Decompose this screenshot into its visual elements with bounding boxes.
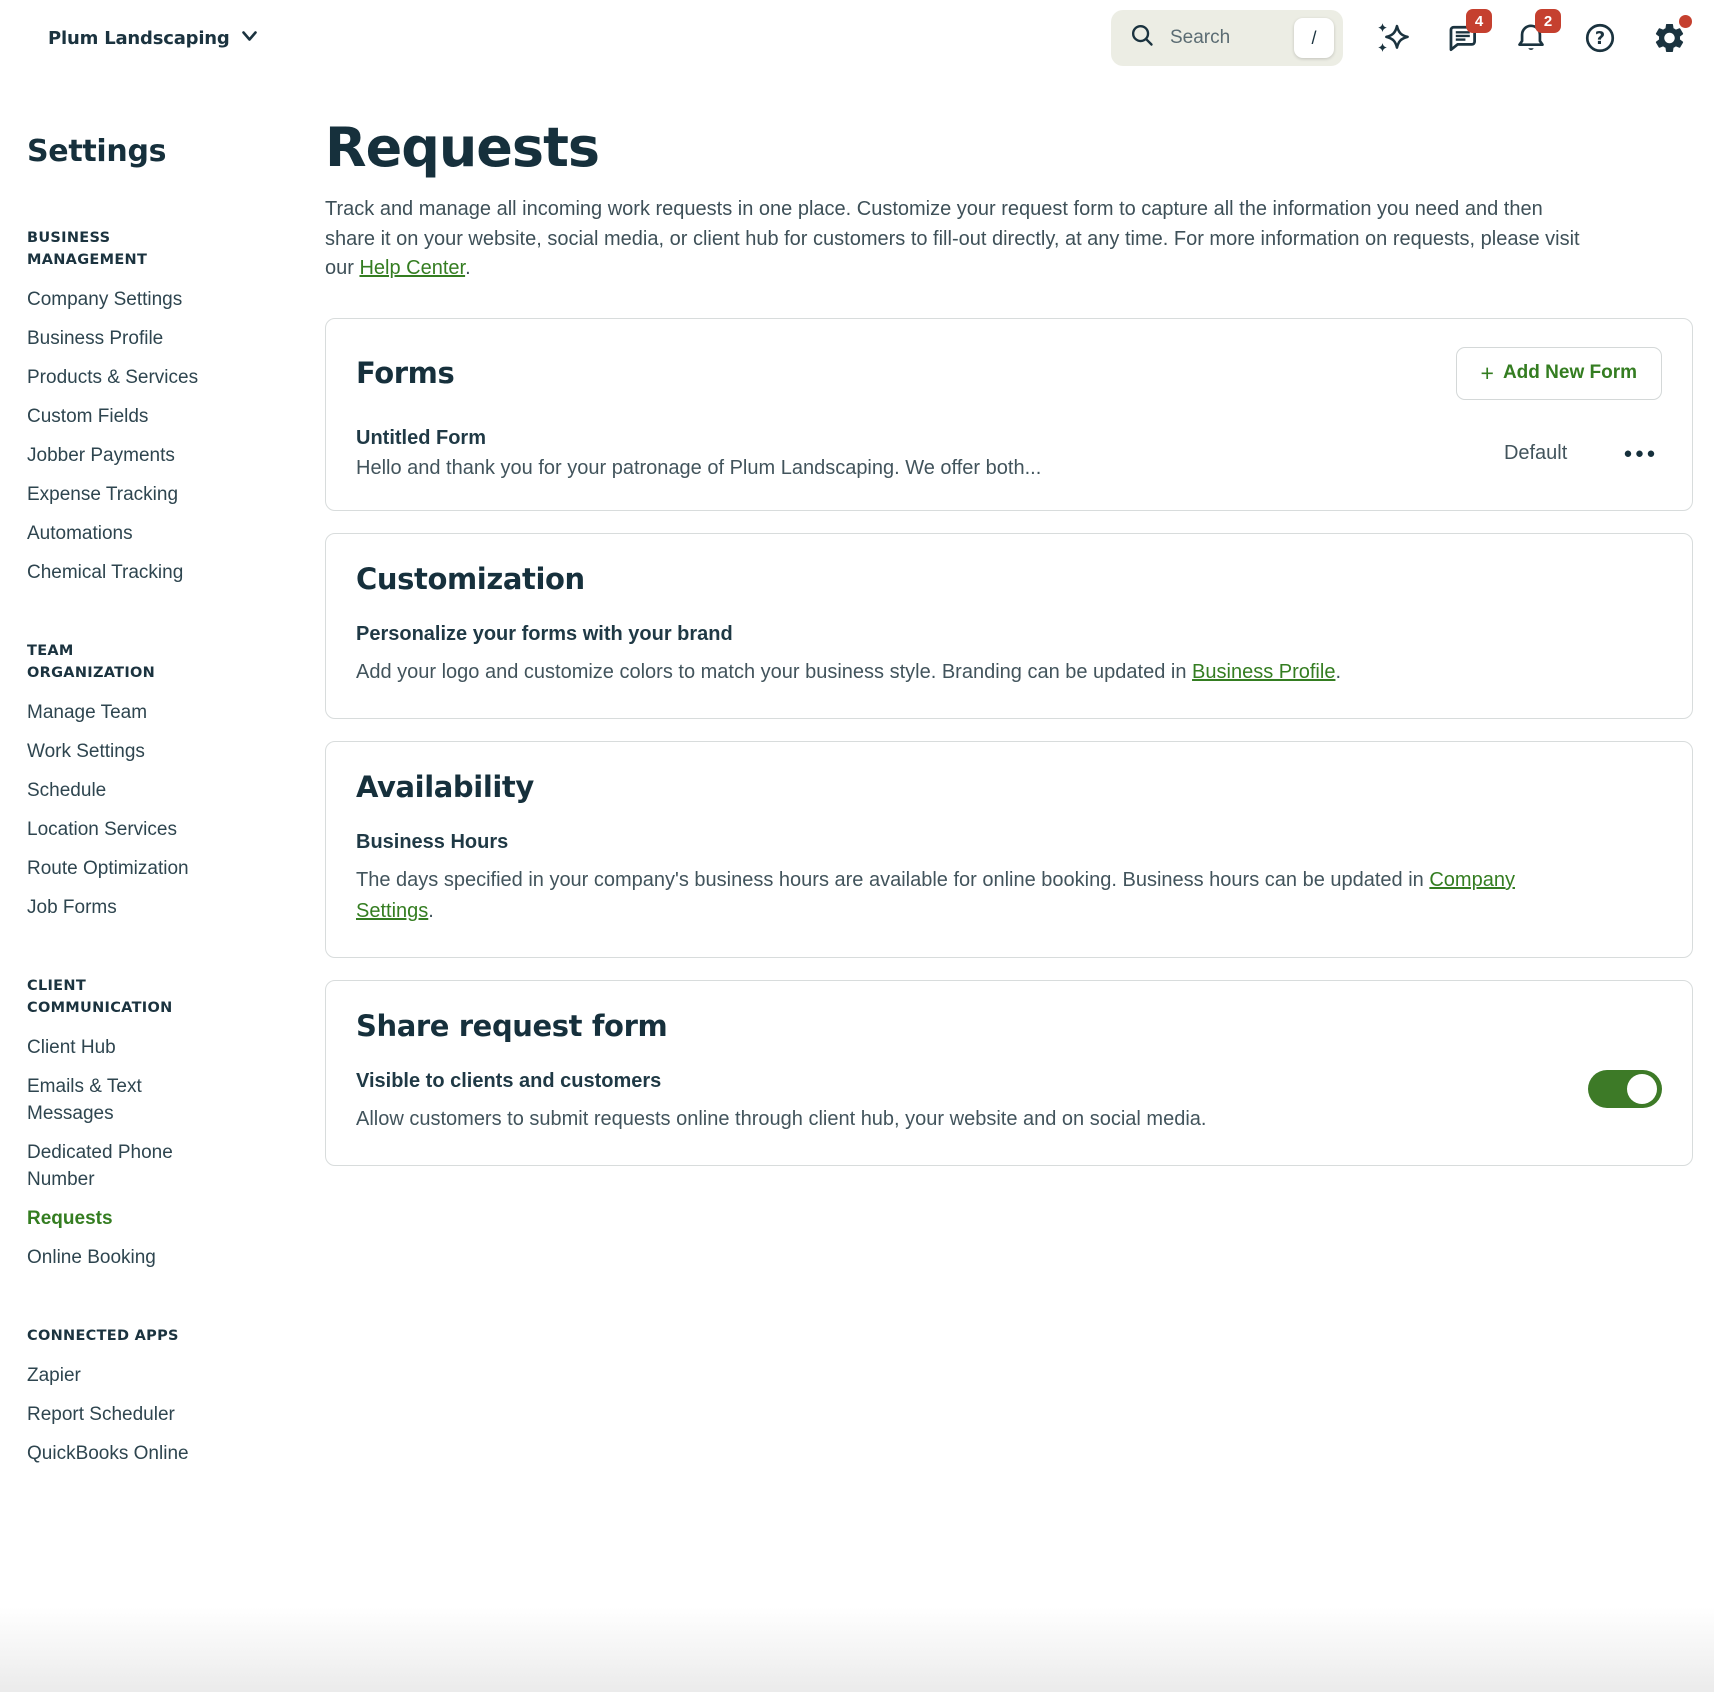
messages-button[interactable] xyxy=(1443,13,1484,58)
search-icon xyxy=(1129,22,1156,54)
plus-icon: + xyxy=(1480,359,1494,386)
sidebar-item-manage-team[interactable]: Manage Team xyxy=(27,701,148,723)
sidebar-item-location-services[interactable]: Location Services xyxy=(27,818,177,840)
sidebar-item-jobber-payments[interactable]: Jobber Payments xyxy=(27,444,175,466)
search-input[interactable] xyxy=(1168,26,1282,50)
share-card-body: Allow customers to submit requests online through client hub, your website and on social media. xyxy=(356,1107,1207,1130)
toggle-knob xyxy=(1627,1074,1657,1104)
availability-card xyxy=(325,741,1693,958)
sidebar-item-quickbooks-online[interactable]: QuickBooks Online xyxy=(27,1442,189,1464)
forms-card-title: Forms xyxy=(356,356,455,391)
form-row[interactable] xyxy=(356,427,1662,480)
sidebar-section-label: TEAM ORGANIZATION xyxy=(27,642,156,681)
visibility-toggle[interactable] xyxy=(1588,1070,1662,1108)
customization-body-text: Add your logo and customize colors to match your business style. Branding can be updated in xyxy=(356,660,1193,683)
search-bar[interactable] xyxy=(1111,10,1343,66)
sidebar-item-company-settings[interactable]: Company Settings xyxy=(27,289,183,311)
notifications-button[interactable] xyxy=(1512,13,1553,58)
customization-body-period: . xyxy=(1335,660,1342,683)
sidebar-item-dedicated-phone-number[interactable]: Dedicated Phone Number xyxy=(27,1141,173,1190)
sidebar-item-automations[interactable]: Automations xyxy=(27,522,133,544)
notifications-badge: 2 xyxy=(1535,9,1561,33)
availability-card-title: Availability xyxy=(356,769,534,804)
sidebar-item-client-hub[interactable]: Client Hub xyxy=(27,1036,116,1058)
sidebar-section-label: BUSINESS MANAGEMENT xyxy=(27,230,148,269)
topbar-actions xyxy=(1111,10,1688,66)
customization-card-title: Customization xyxy=(356,561,585,596)
company-switcher[interactable] xyxy=(48,28,258,49)
sidebar-section-label: CONNECTED APPS xyxy=(27,1327,179,1344)
settings-button[interactable] xyxy=(1650,18,1688,58)
availability-body xyxy=(356,865,1586,927)
sidebar-item-schedule[interactable]: Schedule xyxy=(27,779,107,801)
sidebar-item-expense-tracking[interactable]: Expense Tracking xyxy=(27,483,179,505)
business-hours-subtitle: Business Hours xyxy=(356,830,509,853)
sidebar-section-label: CLIENT COMMUNICATION xyxy=(27,977,173,1016)
settings-alert-dot xyxy=(1679,15,1692,28)
search-shortcut-key: / xyxy=(1294,18,1334,58)
messages-badge: 4 xyxy=(1466,9,1492,33)
sidebar-section-business-management xyxy=(27,227,300,593)
add-new-form-button[interactable] xyxy=(1456,347,1663,400)
chevron-down-icon xyxy=(241,29,258,48)
sidebar-item-zapier[interactable]: Zapier xyxy=(27,1364,81,1386)
business-profile-link[interactable]: Business Profile xyxy=(1192,660,1336,683)
sidebar-title: Settings xyxy=(27,134,167,169)
availability-body-text: The days specified in your company's business hours are available for online booking. Business hours can be updated in xyxy=(356,868,1430,891)
company-settings-link[interactable]: Company Settings xyxy=(356,868,1515,922)
question-mark-icon xyxy=(1583,20,1617,56)
sidebar-item-custom-fields[interactable]: Custom Fields xyxy=(27,405,149,427)
availability-body-period: . xyxy=(428,899,434,922)
main-content xyxy=(300,76,1714,1188)
default-badge: Default xyxy=(1503,441,1568,464)
customization-card xyxy=(325,533,1693,719)
ai-assistant-button[interactable] xyxy=(1374,18,1412,58)
sidebar-item-chemical-tracking[interactable]: Chemical Tracking xyxy=(27,561,184,583)
page-description xyxy=(325,195,1595,284)
sidebar-section-connected-apps xyxy=(27,1325,300,1474)
sidebar-section-team-organization xyxy=(27,640,300,928)
page-bottom-fade xyxy=(0,1607,1714,1692)
sidebar-item-business-profile[interactable]: Business Profile xyxy=(27,328,164,350)
sidebar-item-products-services[interactable]: Products & Services xyxy=(27,367,199,388)
sidebar-item-job-forms[interactable]: Job Forms xyxy=(27,896,117,918)
sidebar-item-work-settings[interactable]: Work Settings xyxy=(27,740,145,762)
company-name: Plum Landscaping xyxy=(48,27,230,49)
ellipsis-menu-icon[interactable]: ●●● xyxy=(1623,444,1658,462)
svg-text:?: ? xyxy=(1594,29,1606,50)
form-name: Untitled Form xyxy=(356,426,486,449)
page-description-text: Track and manage all incoming work requests in one place. Customize your request form to capture all the information you need and then share it on your website, social media, or client hub for customers to fill-out directly, at any time. For more information on requests, please visit our xyxy=(325,198,1580,280)
sidebar-section-client-communication xyxy=(27,975,300,1278)
page-title: Requests xyxy=(325,116,600,179)
page-description-period: . xyxy=(465,257,471,280)
sidebar-item-report-scheduler[interactable]: Report Scheduler xyxy=(27,1403,175,1425)
topbar xyxy=(0,0,1714,76)
sidebar-item-online-booking[interactable]: Online Booking xyxy=(27,1246,156,1268)
add-new-form-label: Add New Form xyxy=(1502,362,1637,384)
form-description: Hello and thank you for your patronage of Plum Landscaping. We offer both... xyxy=(356,456,1042,479)
sidebar-item-route-optimization[interactable]: Route Optimization xyxy=(27,857,189,879)
share-card-title: Share request form xyxy=(356,1008,668,1043)
visible-to-clients-subtitle: Visible to clients and customers xyxy=(356,1069,662,1092)
help-button[interactable] xyxy=(1581,18,1619,58)
share-request-form-card xyxy=(325,980,1693,1166)
sidebar-item-emails-text-messages[interactable]: Emails & Text Messages xyxy=(27,1075,142,1124)
customization-subtitle: Personalize your forms with your brand xyxy=(356,622,733,645)
customization-body xyxy=(356,657,1662,688)
forms-card xyxy=(325,318,1693,511)
sparkles-icon xyxy=(1376,20,1410,56)
sidebar-item-requests[interactable]: Requests xyxy=(27,1207,113,1229)
settings-sidebar xyxy=(0,76,300,1520)
help-center-link[interactable]: Help Center xyxy=(359,257,466,280)
